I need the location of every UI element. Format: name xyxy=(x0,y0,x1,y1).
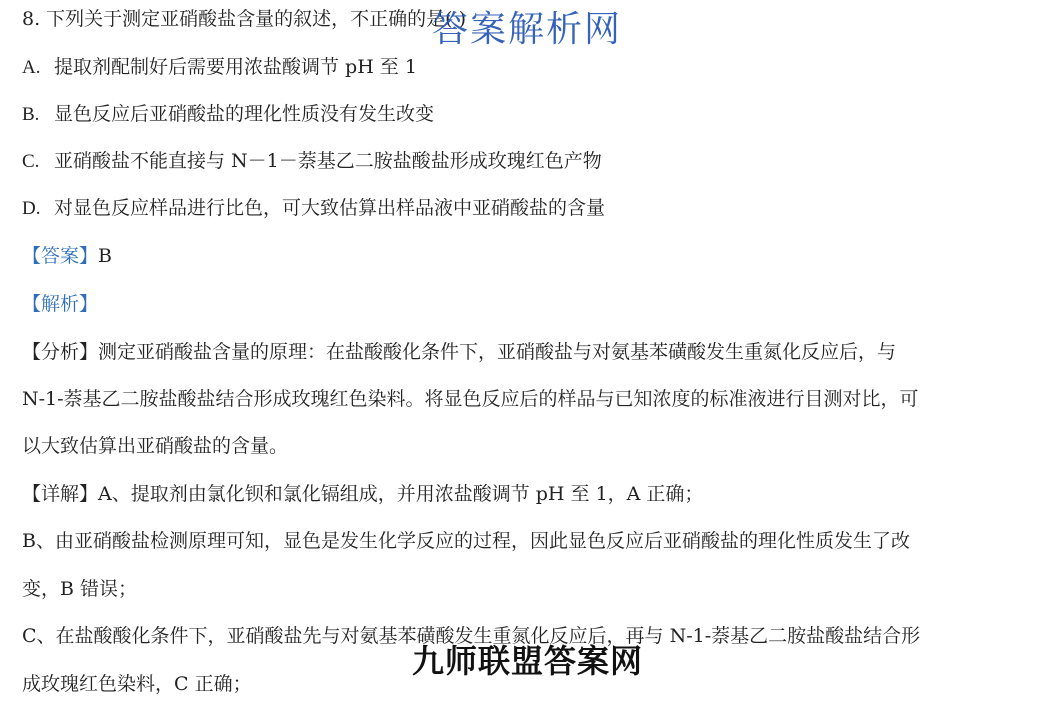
question-stem: 8. 下列关于测定亚硝酸盐含量的叙述，不正确的是( ) xyxy=(22,8,467,30)
answer-label: 【答案】 xyxy=(22,245,99,267)
detail-line-3: 变，B 错误； xyxy=(22,578,138,600)
watermark-top: 答案解析网 xyxy=(432,9,623,50)
option-letter: B. xyxy=(22,104,40,125)
option-text: 显色反应后亚硝酸盐的理化性质没有发生改变 xyxy=(54,103,435,125)
option-letter: C. xyxy=(22,151,40,172)
option-text: 提取剂配制好后需要用浓盐酸调节 pH 至 1 xyxy=(54,56,417,78)
option-d xyxy=(22,196,605,221)
option-a xyxy=(22,55,417,80)
detail-line-4: C、在盐酸酸化条件下，亚硝酸盐先与对氨基苯磺酸发生重氮化反应后，再与 N-1-萘基乙二胺盐酸盐结合形 xyxy=(22,625,921,647)
detail-line-2: B、由亚硝酸盐检测原理可知，显色是发生化学反应的过程，因此显色反应后亚硝酸盐的理化性质发生了改 xyxy=(22,530,910,552)
analysis-line-1: 【分析】测定亚硝酸盐含量的原理：在盐酸酸化条件下，亚硝酸盐与对氨基苯磺酸发生重氮化反应后，与 xyxy=(22,341,897,363)
detail-line-5: 成玫瑰红色染料，C 正确； xyxy=(22,673,252,695)
detail-line-1: 【详解】A、提取剂由氯化钡和氯化镉组成，并用浓盐酸调节 pH 至 1，A 正确； xyxy=(22,483,704,505)
option-b xyxy=(22,102,434,127)
option-c xyxy=(22,149,602,174)
option-text: 对显色反应样品进行比色，可大致估算出样品液中亚硝酸盐的含量 xyxy=(54,197,606,219)
option-letter: A. xyxy=(22,57,41,78)
analysis-line-3: 以大致估算出亚硝酸盐的含量。 xyxy=(22,435,289,457)
answer-value: B xyxy=(98,245,112,267)
analysis-line-2: N-1-萘基乙二胺盐酸盐结合形成玫瑰红色染料。将显色反应后的样品与已知浓度的标准液进行目测对比，可 xyxy=(22,388,919,410)
watermark-bottom: 九师联盟答案网 xyxy=(412,642,644,680)
answer-line xyxy=(22,244,112,268)
option-text: 亚硝酸盐不能直接与 N－1－萘基乙二胺盐酸盐形成玫瑰红色产物 xyxy=(54,150,602,172)
option-letter: D. xyxy=(22,198,41,219)
analysis-heading: 【解析】 xyxy=(22,293,99,315)
